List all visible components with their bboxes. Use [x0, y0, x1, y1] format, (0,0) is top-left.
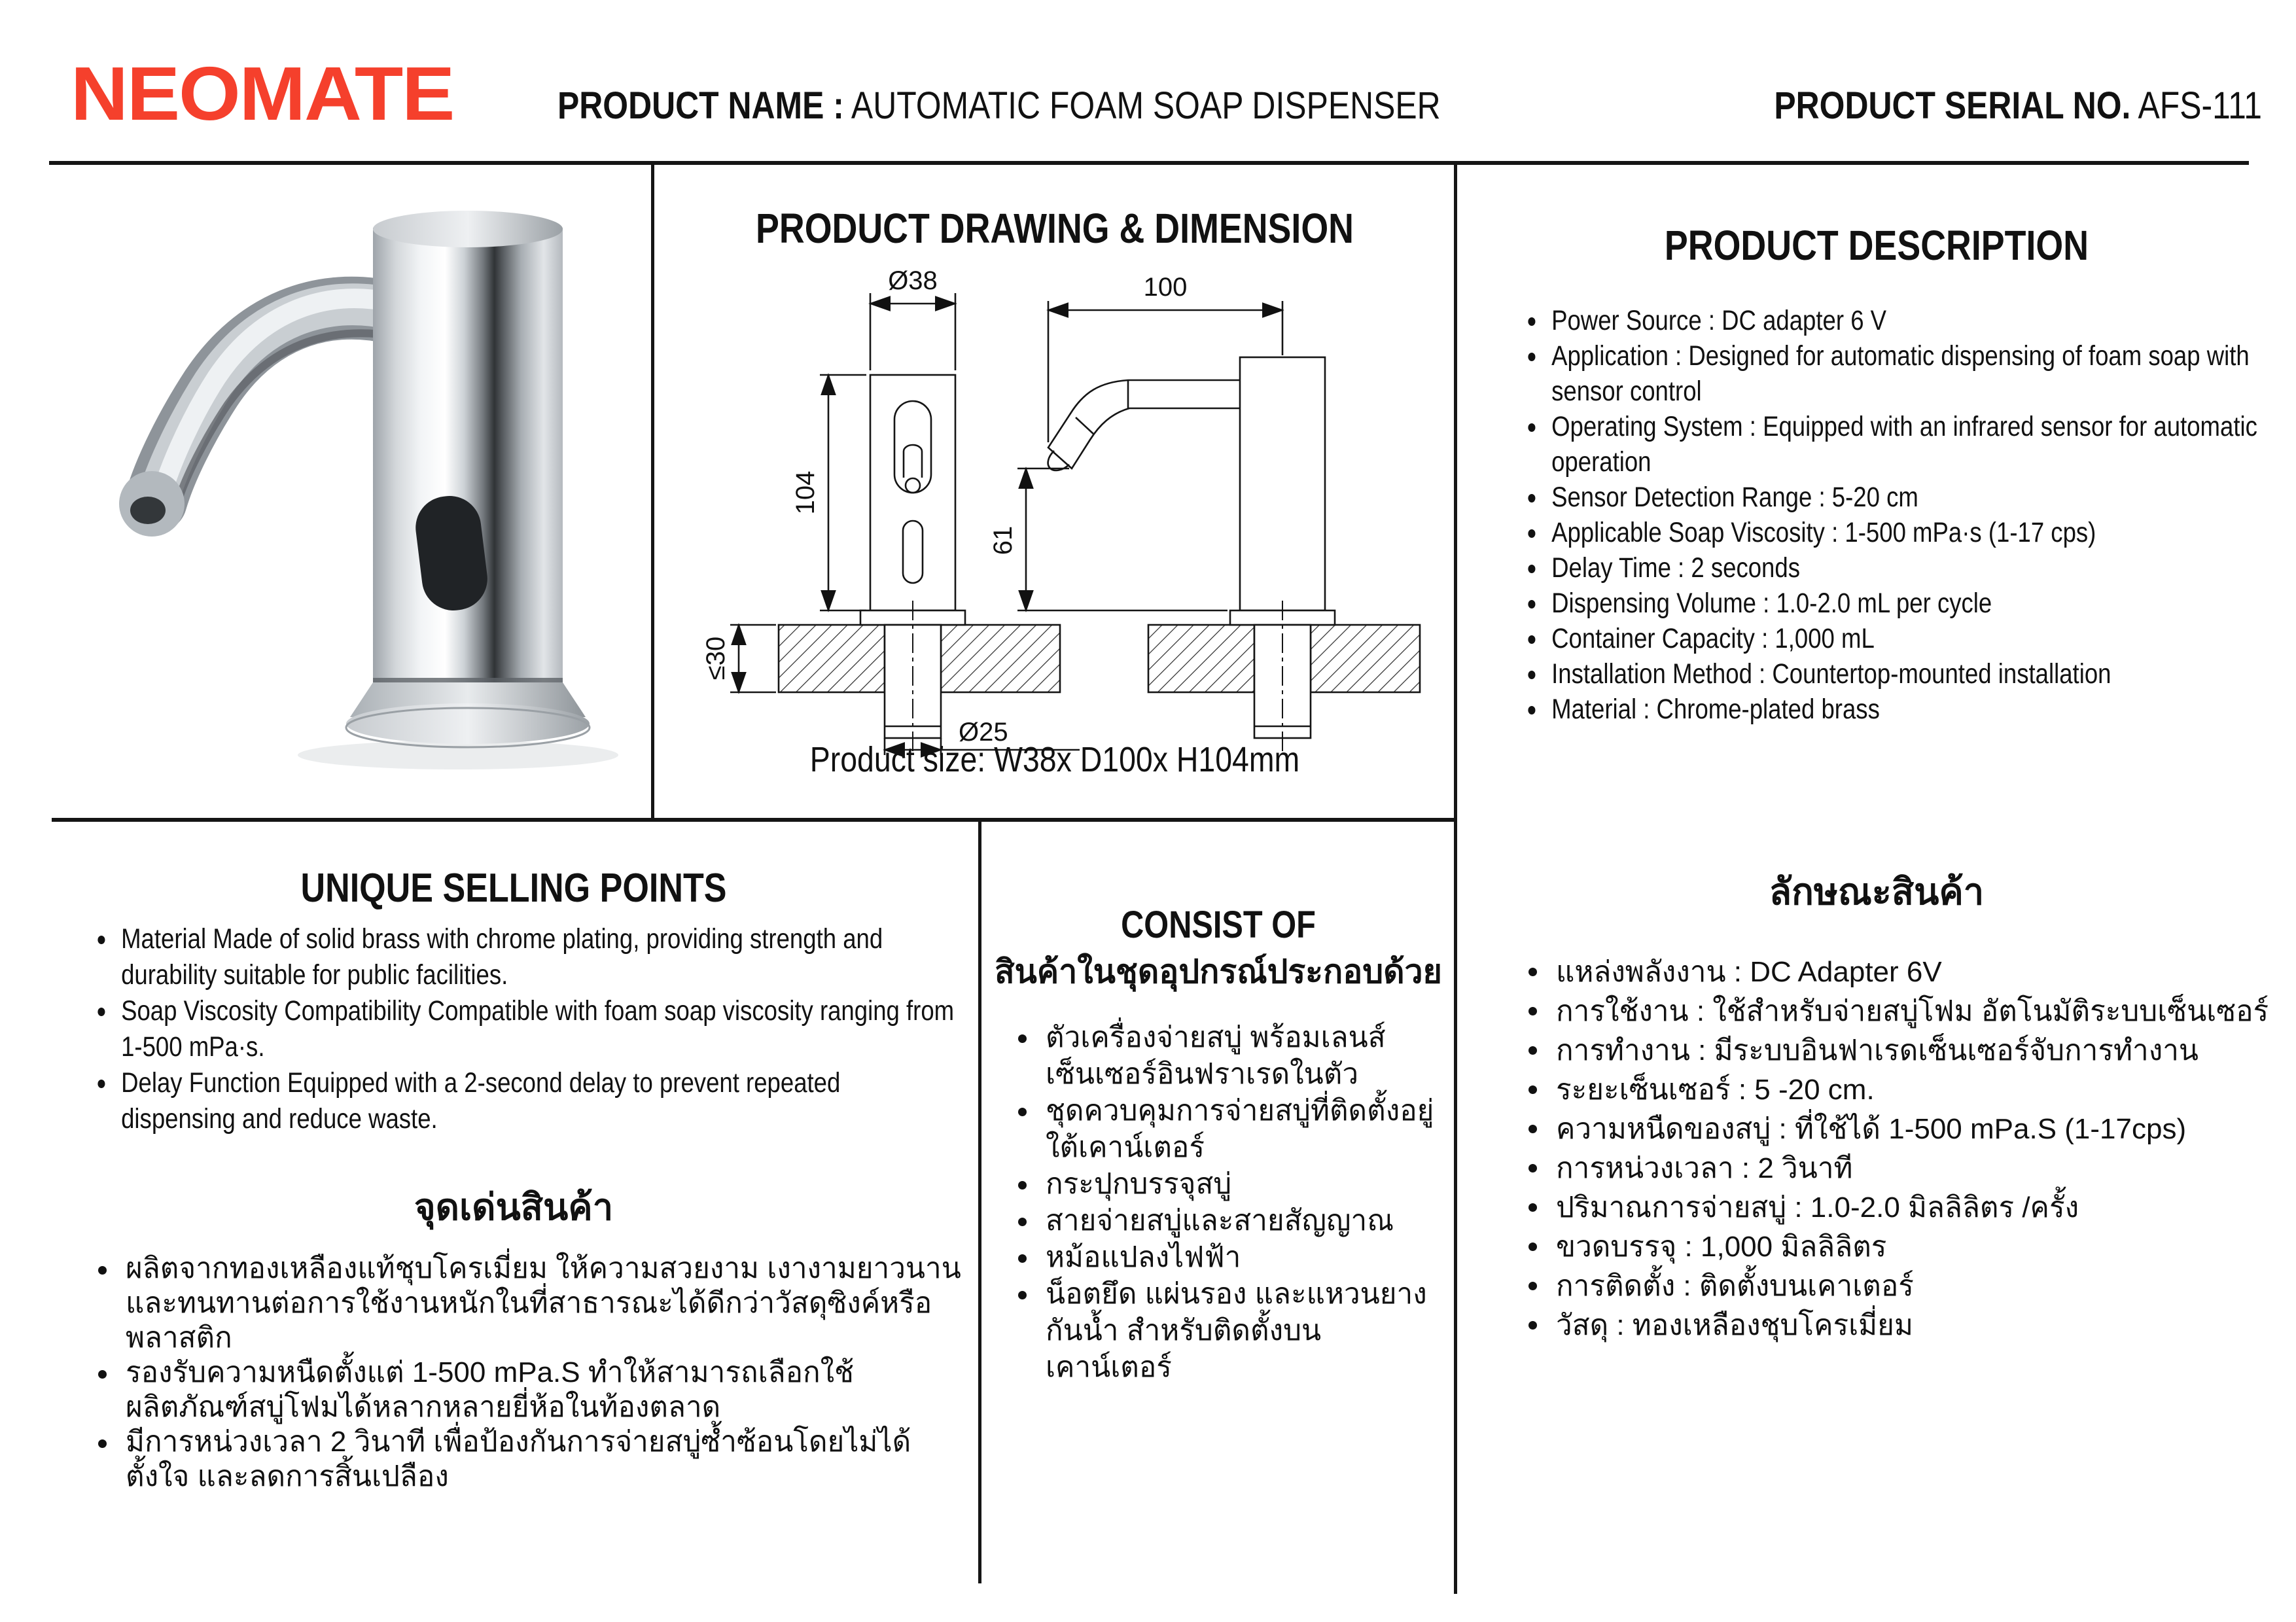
list-item: แหล่งพลังงาน : DC Adapter 6V — [1526, 953, 2275, 992]
product-photo — [52, 188, 628, 803]
list-item: การทำงาน : มีระบบอินฟาเรดเซ็นเซอร์จับการทำงาน — [1526, 1031, 2275, 1070]
dim-depth: 100 — [1143, 273, 1188, 302]
list-item: ปริมาณการจ่ายสบู่ : 1.0-2.0 มิลลิลิตร /ครั้ง — [1526, 1188, 2275, 1227]
product-size-caption: Product size: W38x D100x H104mm — [809, 740, 1300, 779]
dim-spout-height: 61 — [989, 525, 1017, 555]
list-item: กระปุกบรรจุสบู่ — [1016, 1166, 1441, 1203]
list-item: Material Made of solid brass with chrome plating, providing strength and durability suitable for public facilities. — [96, 921, 955, 993]
list-item: Delay Time : 2 seconds — [1526, 550, 2288, 586]
list-item: การติดตั้ง : ติดตั้งบนเคาเตอร์ — [1526, 1267, 2275, 1306]
list-item: หม้อแปลงไฟฟ้า — [1016, 1239, 1441, 1276]
divider-photo-drawing — [651, 161, 654, 820]
consist-title: CONSIST OF — [1121, 904, 1316, 946]
list-item: ชุดควบคุมการจ่ายสบู่ที่ติดตั้งอยู่ใต้เคาน์เตอร์ — [1016, 1093, 1441, 1166]
usp-list — [96, 921, 955, 1137]
list-item: Material : Chrome-plated brass — [1526, 692, 2288, 727]
list-item: การใช้งาน : ใช้สำหรับจ่ายสบู่โฟม อัตโนมัติระบบเซ็นเซอร์ — [1526, 992, 2275, 1031]
dim-thread: Ø25 — [959, 718, 1008, 747]
photo-base-disk — [346, 703, 590, 744]
drawing-title: PRODUCT DRAWING & DIMENSION — [756, 205, 1354, 252]
list-item: ระยะเซ็นเซอร์ : 5 -20 cm. — [1526, 1070, 2275, 1110]
product-serial — [1774, 84, 2262, 128]
product-name-value: AUTOMATIC FOAM SOAP DISPENSER — [851, 84, 1441, 127]
technical-drawing — [661, 260, 1446, 758]
list-item: Container Capacity : 1,000 mL — [1526, 621, 2288, 656]
list-item: Sensor Detection Range : 5-20 cm — [1526, 480, 2288, 515]
list-item: ขวดบรรจุ : 1,000 มิลลิลิตร — [1526, 1227, 2275, 1267]
description-title: PRODUCT DESCRIPTION — [1664, 222, 2089, 269]
list-item: มีการหน่วงเวลา 2 วินาที เพื่อป้องกันการจ่ายสบู่ซ้ำซ้อนโดยไม่ได้ตั้งใจ และลดการสิ้นเปลือง — [96, 1424, 972, 1494]
usp-thai-title: จุดเด่นสินค้า — [414, 1186, 614, 1227]
list-item: ตัวเครื่องจ่ายสบู่ พร้อมเลนส์เซ็นเซอร์อินฟราเรดในตัว — [1016, 1019, 1441, 1093]
description-list — [1526, 303, 2288, 727]
consist-thai-subtitle: สินค้าในชุดอุปกรณ์ประกอบด้วย — [995, 953, 1442, 990]
list-item: Dispensing Volume : 1.0-2.0 mL per cycle — [1526, 586, 2288, 621]
list-item: ผลิตจากทองเหลืองแท้ชุบโครเมี่ยม ให้ความสวยงาม เงางามยาวนาน และทนทานต่อการใช้งานหนักในที่สาธารณะได้ดีกว่าวัสดุซิงค์หรือพลาสติก — [96, 1251, 972, 1355]
product-name — [557, 84, 1441, 128]
photo-top-cap — [373, 211, 563, 247]
usp-title: UNIQUE SELLING POINTS — [300, 866, 727, 911]
list-item: สายจ่ายสบู่และสายสัญญาณ — [1016, 1203, 1441, 1239]
list-item: Delay Function Equipped with a 2-second delay to prevent repeated dispensing and reduce waste. — [96, 1065, 955, 1137]
list-item: รองรับความหนืดตั้งแต่ 1-500 mPa.S ทำให้สามารถเลือกใช้ผลิตภัณฑ์สบู่โฟมได้หลากหลายยี่ห้อในท้องตลาด — [96, 1355, 972, 1424]
photo-body — [373, 228, 563, 692]
list-item: การหน่วงเวลา : 2 วินาที — [1526, 1149, 2275, 1188]
characteristics-list — [1526, 953, 2275, 1345]
header-rule — [49, 161, 2249, 165]
brand-logo: NEOMATE — [71, 51, 454, 136]
photo-shadow — [298, 741, 618, 769]
list-item: Installation Method : Countertop-mounted installation — [1526, 656, 2288, 692]
consist-list — [1016, 1019, 1441, 1386]
mid-rule — [52, 818, 1457, 822]
serial-value: AFS-111 — [2138, 84, 2262, 127]
list-item: วัสดุ : ทองเหลืองชุบโครเมี่ยม — [1526, 1306, 2275, 1345]
list-item: Soap Viscosity Compatibility Compatible with foam soap viscosity ranging from 1-500 mPa·s. — [96, 993, 955, 1065]
product-name-label: PRODUCT NAME : — [557, 84, 844, 127]
usp-thai-list — [96, 1251, 972, 1494]
dim-front-width: Ø38 — [888, 266, 938, 295]
dim-counter-max: ≤30 — [701, 636, 730, 680]
dim-front-height: 104 — [791, 470, 820, 515]
list-item: Applicable Soap Viscosity : 1-500 mPa·s (1-17 cps) — [1526, 515, 2288, 550]
list-item: Power Source : DC adapter 6 V — [1526, 303, 2288, 338]
list-item: Application : Designed for automatic dispensing of foam soap with sensor control — [1526, 338, 2288, 409]
serial-label: PRODUCT SERIAL NO. — [1774, 84, 2131, 127]
list-item: ความหนืดของสบู่ : ที่ใช้ได้ 1-500 mPa.S (1-17cps) — [1526, 1110, 2275, 1149]
list-item: Operating System : Equipped with an infrared sensor for automatic operation — [1526, 409, 2288, 480]
photo-spout — [119, 298, 395, 537]
list-item: น็อตยึด แผ่นรอง และแหวนยางกันน้ำ สำหรับติดตั้งบนเคาน์เตอร์ — [1016, 1276, 1441, 1386]
front-view — [701, 266, 1080, 755]
characteristics-title: ลักษณะสินค้า — [1769, 871, 1985, 912]
